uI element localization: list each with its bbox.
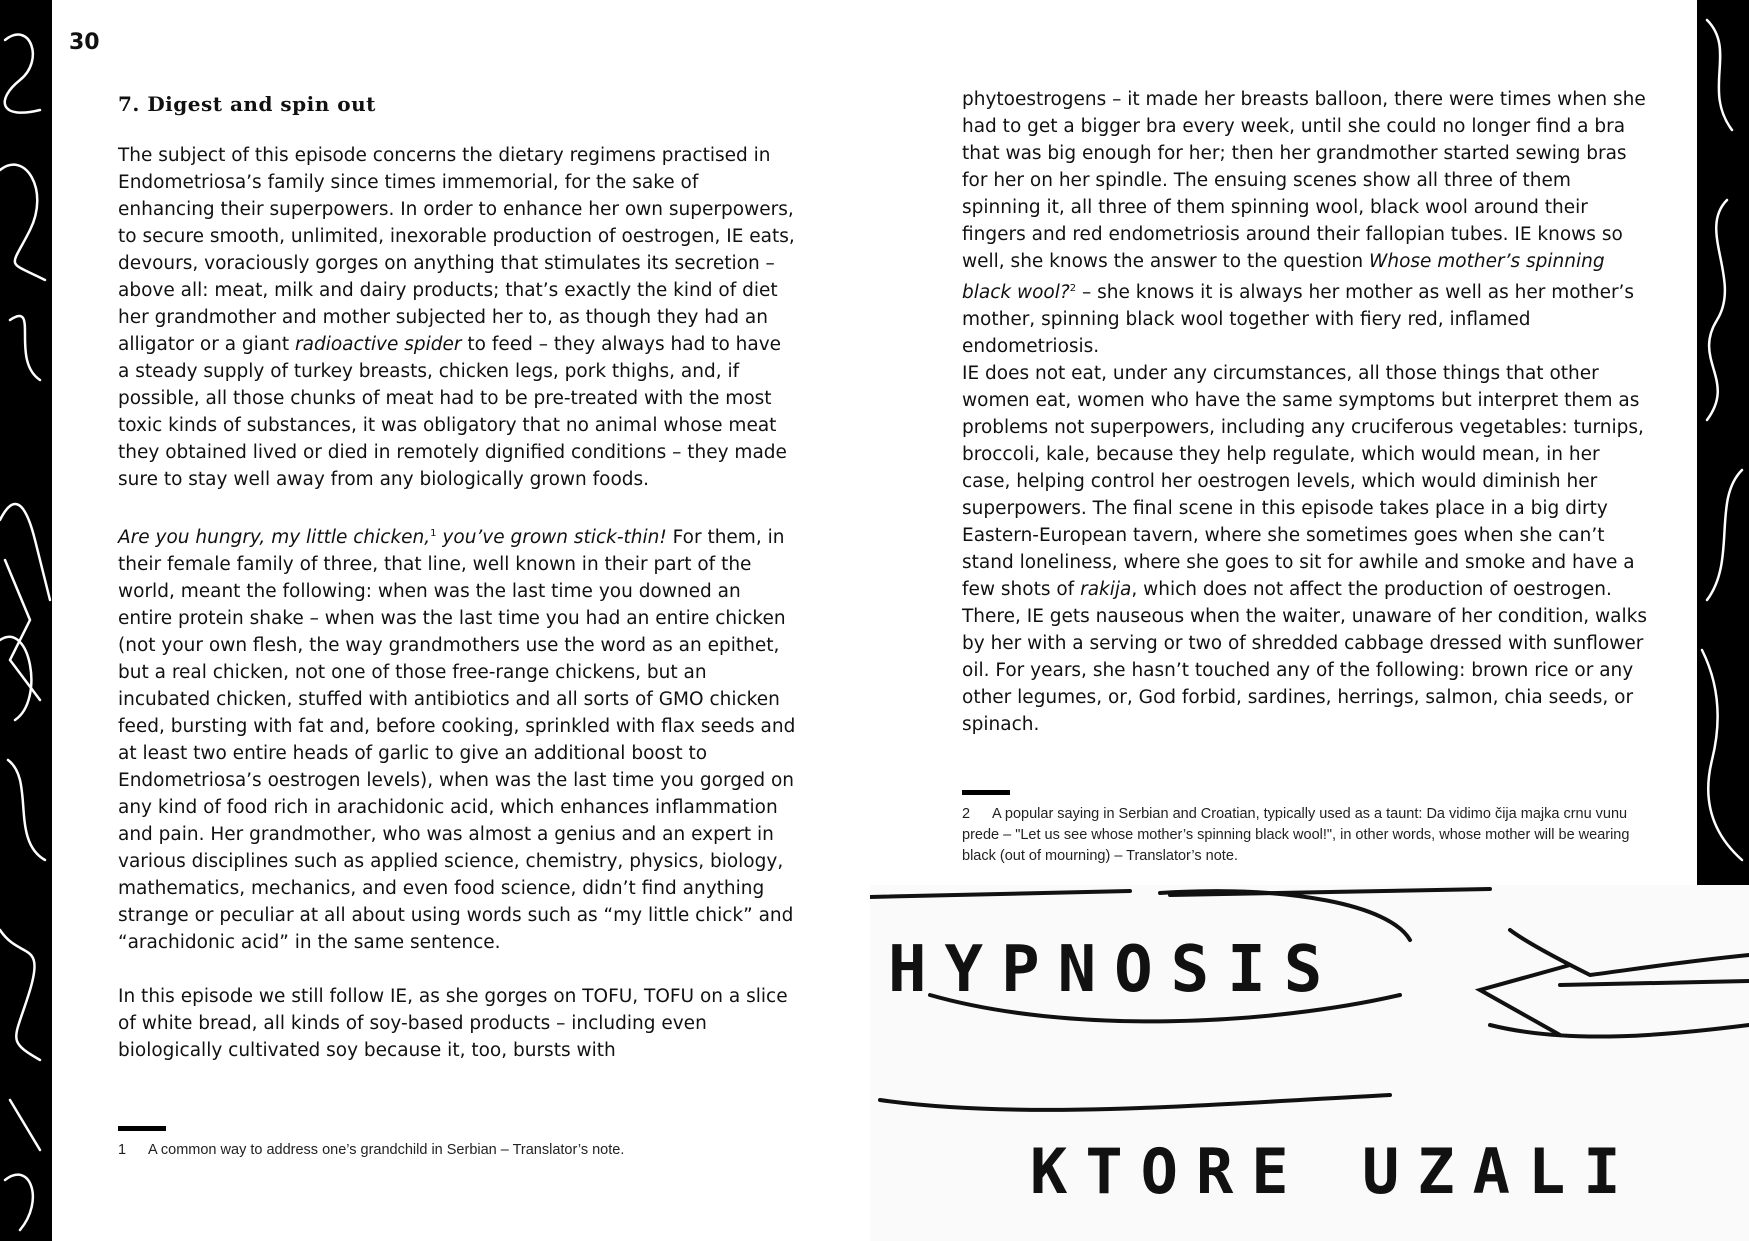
handwritten-word: HYPNOSIS (888, 933, 1341, 1007)
paragraph: In this episode we still follow IE, as she gorges on TOFU, TOFU on a slice of white bread, all kinds of soy-based products – including even biologically cultivated soy because it, too, bursts with (118, 986, 788, 1062)
footnote-rule (962, 790, 1010, 795)
left-edge-artwork (0, 0, 52, 1241)
scribble-drawing-left (0, 0, 52, 1241)
emphasis: radioactive spider (295, 334, 462, 355)
paragraph: Are you hungry, my little chicken,$^1$ you’ve grown stick-thin! For them, in their female family of three, that line, well known in their part of the world, meant the following: when was the last time you downed an entire protein shake – when was the last time you had an entire chicken (not your own flesh, the way grandmothers use the word as an epithet, but a real chicken, not one of those free-range chickens, but an incubated chicken, stuffed with antibiotics and all sorts of GMO chicken feed, bursting with fat and, before cooking, sprinkled with flax seeds and at least two entire heads of garlic to give an additional boost to Endometriosa’s oestrogen levels), when was the last time you gorged on any kind of food rich in arachidonic acid, which enhances inflammation and pain. Her grandmother, who was almost a genius and an expert in various disciplines such as applied science, chemistry, physics, biology, mathematics, mechanics, and even food science, didn’t find anything strange or peculiar at all about using words such as “my little chick” and “arachidonic acid” in the same sentence. (118, 527, 796, 954)
footnote-ref: 1 (430, 528, 437, 539)
handwritten-note-photo (870, 885, 1749, 1241)
scribble-drawing-right (1697, 0, 1749, 885)
handwritten-word: KTORE UZALI (1030, 1135, 1639, 1208)
footnote-ref: 2 (1069, 283, 1077, 294)
paragraph: The subject of this episode concerns the dietary regimens practised in Endometriosa’s family since times immemorial, for the sake of enhancing their superpowers. In order to enhance her own superpowers, to secure smooth, unlimited, inexorable production of oestrogen, IE eats, devours, voraciously gorges on anything that stimulates its secretion – above all: meat, milk and dairy products; that’s exactly the kind of diet her grandmother and mother subjected her to, as though they had an alligator or a giant radioactive spider to feed – they always had to have a steady supply of turkey breasts, chicken legs, pork thighs, and, if possible, all those chunks of meat had to be pre-treated with the most toxic kinds of substances, it was obligatory that no animal whose meat they obtained lived or died in remotely dignified conditions – they made sure to stay well away from any biologically grown foods. (118, 145, 795, 490)
paragraph: phytoestrogens – it made her breasts balloon, there were times when she had to get a bigger bra every week, until she could no longer find a bra that was big enough for her; then her grandmother started sewing bras for her on her spindle. The ensuing scenes show all three of them spinning it, all three of them spinning wool, black wool around their fingers and red endometriosis around their fallopian tubes. IE knows so well, she knows the answer to the question Whose mother’s spinning black wool?$^2$ – she knows it is always her mother as well as her mother’s mother, spinning black wool together with fiery red, inflamed endometriosis. (962, 89, 1646, 358)
footnote-1: 1 A common way to address one’s grandchild in Serbian – Translator’s note. (118, 1126, 798, 1161)
right-edge-artwork (1697, 0, 1749, 885)
left-column (118, 88, 798, 1064)
footnote-2: 2 A popular saying in Serbian and Croatian, typically used as a taunt: Da vidimo čija majka crnu vunu prede – "Let us see whose mother’s spinning black wool!", in other words, whose mother will be wearing black (out of mourning) – Translator’s note. (962, 790, 1642, 867)
paragraph: IE does not eat, under any circumstances, all those things that other women eat, women who have the same symptoms but interpret them as problems not superpowers, including any cruciferous vegetables: turnips, broccoli, kale, because they help regulate, which would mean, in her case, helping control her oestrogen levels, which would diminish her superpowers. The final scene in this episode takes place in a big dirty Eastern-European tavern, where she sometimes goes when she can’t stand loneliness, where she goes to sit for awhile and smoke and have a few shots of rakija, which does not affect the production of oestrogen. There, IE gets nauseous when the waiter, unaware of her condition, walks by her with a serving or two of shredded cabbage dressed with sunflower oil. For years, she hasn’t touched any of the following: brown rice or any other legumes, or, God forbid, sardines, herrings, salmon, chia seeds, or spinach. (962, 363, 1648, 736)
page-number: 30 (69, 30, 100, 55)
section-title: 7. Digest and spin out (118, 92, 376, 116)
right-column (962, 86, 1652, 738)
footnote-rule (118, 1126, 166, 1131)
